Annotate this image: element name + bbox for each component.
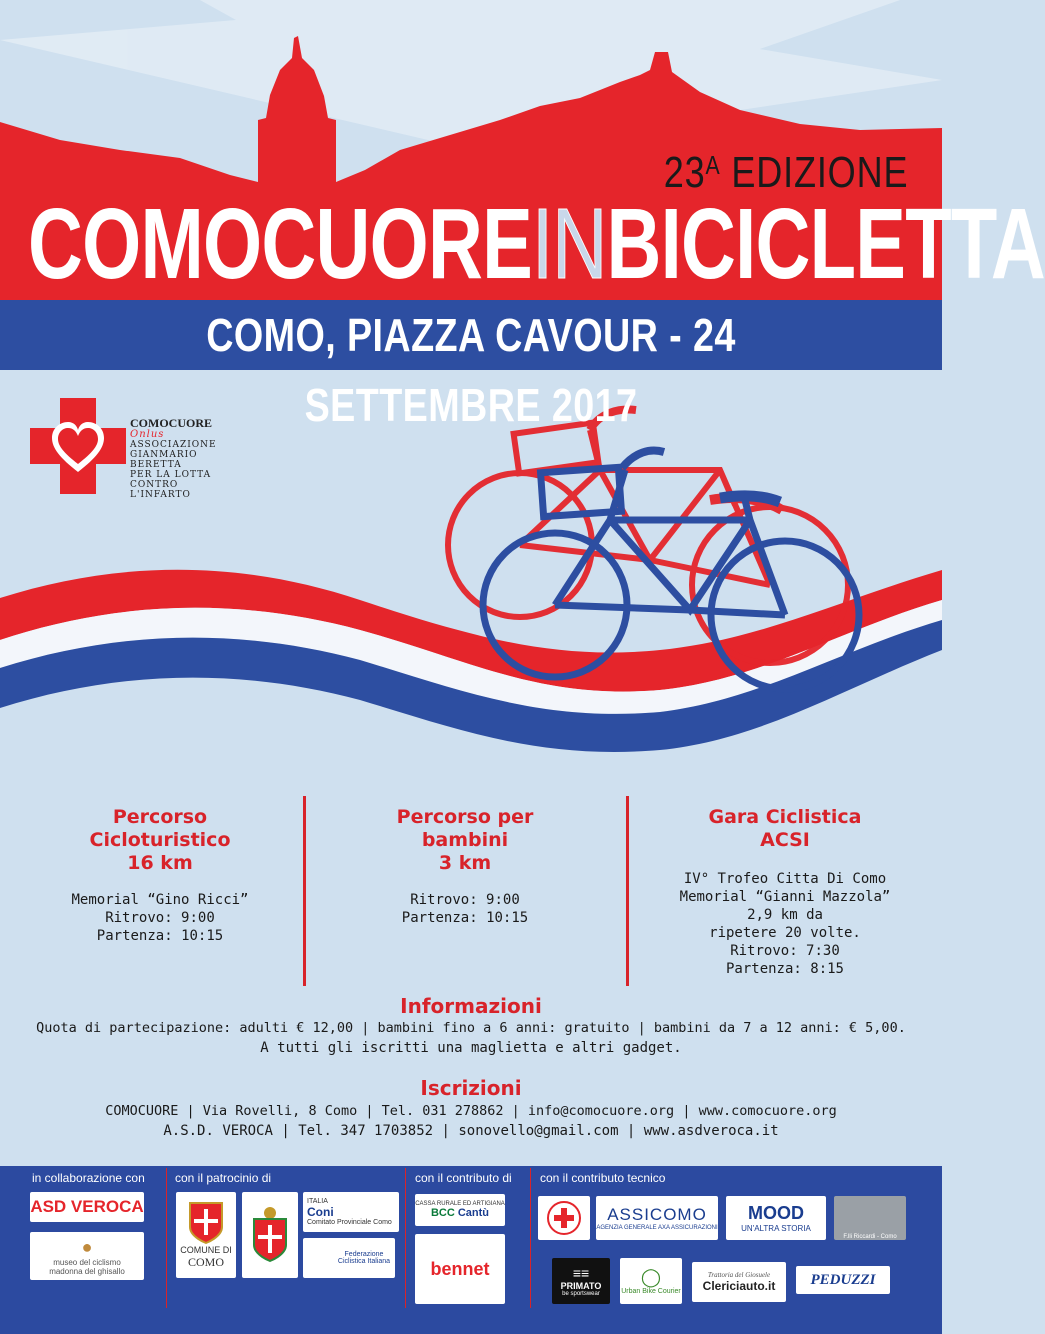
red-cross-icon bbox=[546, 1200, 582, 1236]
sponsor-comune-como: COMUNE DI COMO bbox=[176, 1192, 236, 1278]
footer-label-contributo-tecnico: con il contributo tecnico bbox=[540, 1171, 666, 1185]
sponsor-bcc-cantu: CASSA RURALE ED ARTIGIANA BCC Cantù bbox=[415, 1194, 505, 1226]
comocuore-logo bbox=[30, 398, 240, 500]
event-column-cicloturistico bbox=[20, 806, 300, 945]
logo-text: COMOCUORE Onlus ASSOCIAZIONE GIANMARIO BERETTA PER LA LOTTA CONTRO L'INFARTO bbox=[130, 416, 217, 500]
sponsor-primato: ≡≡ PRIMATO be sportswear bbox=[552, 1258, 610, 1304]
iscrizioni-text: COMOCUORE | Via Rovelli, 8 Como | Tel. 031 278862 | info@comocuore.org | www.comocuore.org A.S.D. VEROCA | Tel. 347 1703852 | sonovello@gmail.com | www.asdveroca.it bbox=[105, 1103, 837, 1139]
event-detail: Ritrovo: 9:00 bbox=[105, 910, 215, 926]
sponsor-fci: Federazione Ciclistica Italiana bbox=[303, 1238, 395, 1278]
sponsor-asd-veroca: ASD VEROCA bbox=[30, 1192, 144, 1222]
event-column-gara bbox=[645, 806, 925, 978]
bike-icon: ◯ bbox=[640, 1267, 662, 1287]
title-part-in: IN bbox=[532, 188, 607, 300]
sponsor-coni: ITALIA Coni Comitato Provinciale Como bbox=[303, 1192, 399, 1232]
iscrizioni-title: Iscrizioni bbox=[420, 1076, 522, 1100]
footer-label-contributo: con il contributo di bbox=[415, 1171, 512, 1185]
heart-cross-icon bbox=[30, 398, 126, 494]
primato-icon: ≡≡ bbox=[572, 1265, 590, 1281]
sponsor-mood: MOOD UN'ALTRA STORIA bbox=[726, 1196, 826, 1240]
edition-number: 23 bbox=[663, 148, 706, 197]
event-title-line: 16 km bbox=[127, 852, 193, 874]
event-title-line: Percorso bbox=[112, 806, 208, 828]
event-title-line: ACSI bbox=[760, 829, 810, 851]
column-divider bbox=[303, 796, 306, 986]
sponsor-urban-bike-courier: ◯ Urban Bike Courier bbox=[620, 1258, 682, 1304]
sponsor-provincia-como bbox=[242, 1192, 298, 1278]
informazioni-text: Quota di partecipazione: adulti € 12,00 | bambini fino a 6 anni: gratuito | bambini da 7 a 12 anni: € 5,00. A tutti gli iscritti una maglietta e altri gadget. bbox=[36, 1020, 906, 1056]
event-detail: Partenza: 8:15 bbox=[725, 961, 844, 977]
event-title-line: Gara Ciclistica bbox=[708, 806, 862, 828]
sponsor-riccardi: F.lli Riccardi - Como bbox=[834, 1196, 906, 1240]
event-location-date: COMO, PIAZZA CAVOUR - 24 SETTEMBRE 2017 bbox=[206, 309, 736, 431]
event-detail: Memorial “Gino Ricci” bbox=[71, 892, 249, 908]
footer-label-patrocinio: con il patrocinio di bbox=[175, 1171, 272, 1185]
cyclist-icon: ● bbox=[81, 1236, 93, 1257]
sponsor-trattoria-clericiauto: Trattoria del Giosuele Clericiauto.it bbox=[692, 1262, 786, 1302]
coat-of-arms-icon bbox=[250, 1205, 290, 1265]
event-title bbox=[28, 188, 1045, 300]
event-detail: IV° Trofeo Citta Di Como bbox=[683, 871, 887, 887]
event-detail: Memorial “Gianni Mazzola” bbox=[679, 889, 891, 905]
sponsor-assicomo: ASSICOMO AGENZIA GENERALE AXA ASSICURAZIONI bbox=[596, 1196, 718, 1240]
event-title-line: Cicloturistico bbox=[89, 829, 231, 851]
sponsor-croce-rossa bbox=[538, 1196, 590, 1240]
edition-superscript: A bbox=[705, 150, 721, 180]
sponsor-museo-ciclismo: ● museo del ciclismo madonna del ghisallo bbox=[30, 1232, 144, 1280]
sponsor-bennet: bennet bbox=[415, 1234, 505, 1304]
event-detail: 2,9 km da bbox=[747, 907, 823, 923]
footer-divider bbox=[405, 1168, 406, 1308]
edition-word: EDIZIONE bbox=[731, 148, 908, 197]
event-column-bambini bbox=[320, 806, 610, 927]
event-detail: Ritrovo: 9:00 bbox=[410, 892, 520, 908]
event-detail: Partenza: 10:15 bbox=[401, 910, 529, 926]
footer-label-collaborazione: in collaborazione con bbox=[32, 1171, 145, 1185]
event-detail: ripetere 20 volte. bbox=[709, 925, 861, 941]
event-title-line: 3 km bbox=[438, 852, 492, 874]
event-title-line: bambini bbox=[421, 829, 509, 851]
event-title-line: Percorso per bbox=[396, 806, 534, 828]
title-part-comocuore: COMOCUORE bbox=[28, 188, 533, 300]
informazioni-title: Informazioni bbox=[400, 994, 542, 1018]
event-detail: Partenza: 10:15 bbox=[96, 928, 224, 944]
column-divider bbox=[626, 796, 629, 986]
footer-divider bbox=[530, 1168, 531, 1308]
event-detail: Ritrovo: 7:30 bbox=[730, 943, 840, 959]
footer-divider bbox=[166, 1168, 167, 1308]
title-part-bicicletta: BICICLETTA bbox=[606, 188, 1045, 300]
sponsor-peduzzi: PEDUZZI bbox=[796, 1266, 890, 1294]
coat-of-arms-icon bbox=[188, 1201, 224, 1245]
